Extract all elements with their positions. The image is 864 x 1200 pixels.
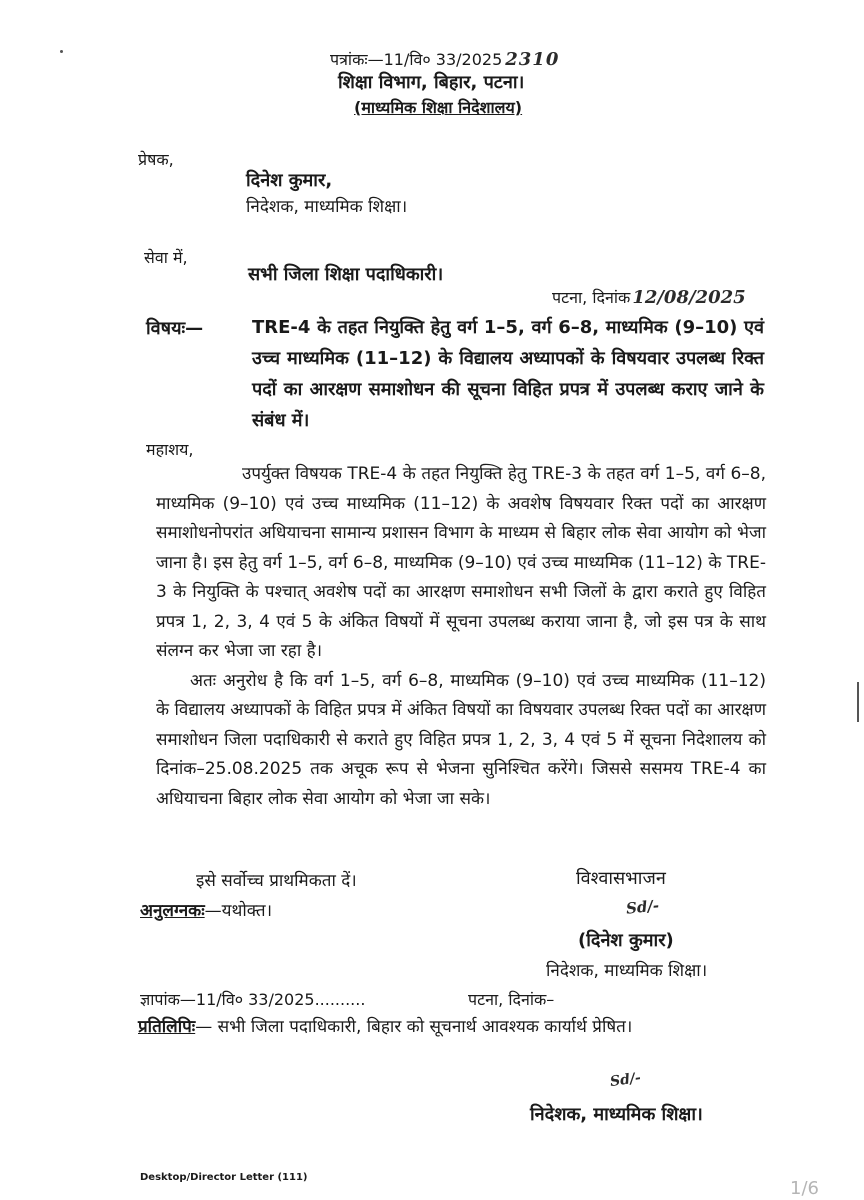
salutation: महाशय, — [146, 440, 194, 459]
enclosure-line — [140, 898, 272, 921]
priority-note: इसे सर्वोच्च प्राथमिकता दें। — [196, 871, 357, 891]
enclosure-text: —यथोक्त। — [204, 901, 273, 921]
memo-reference: ज्ञापांक—11/वि० 33/2025.......... — [140, 990, 366, 1009]
sender-name: दिनेश कुमार, — [246, 170, 333, 191]
recipient-name: सभी जिला शिक्षा पदाधिकारी। — [248, 264, 444, 285]
subject-text: TRE-4 के तहत नियुक्ति हेतु वर्ग 1–5, वर्ग 6–8, माध्यमिक (9–10) एवं उच्च माध्यमिक (11–12) के विद्यालय अध्यापकों के विषयवार उपलब्ध रिक्त पदों का आरक्षण समाशोधन की सूचना विहित प्रपत्र में उपलब्ध कराए जाने के संबंध में। — [252, 317, 764, 431]
memo-date: पटना, दिनांक– — [468, 990, 555, 1009]
sender-label: प्रेषक, — [138, 150, 174, 169]
body-paragraph-2: अतः अनुरोध है कि वर्ग 1–5, वर्ग 6–8, माध्यमिक (9–10) एवं उच्च माध्यमिक (11–12) के विद्यालय अध्यापकों के विहित प्रपत्र में अंकित विषयों का विषयवार उपलब्ध रिक्त पदों का आरक्षण समाशोधन जिला पदाधिकारी से कराते हुए विहित प्रपत्र 1, 2, 3, 4 एवं 5 में सूचना निदेशालय को दिनांक–25.08.2025 तक अचूक रूप से भेजना सुनिश्चित करेंगे। जिससे ससमय TRE-4 का अधियाचना बिहार लोक सेवा आयोग को भेजा जा सके। — [156, 670, 766, 809]
final-signature-mark: Sd/- — [609, 1069, 642, 1091]
body-paragraph-1: उपर्युक्त विषयक TRE-4 के तहत नियुक्ति हेतु TRE-3 के तहत वर्ग 1–5, वर्ग 6–8, माध्यमिक (9–10) एवं उच्च माध्यमिक (11–12) के अवशेष विषयवार रिक्त पदों का आरक्षण समाशोधनोपरांत अधियाचना सामान्य प्रशासन विभाग के माध्यम से बिहार लोक सेवा आयोग को भेजा जाना है। इस हेतु वर्ग 1–5, वर्ग 6–8, माध्यमिक (9–10) एवं उच्च माध्यमिक (11–12) के TRE-3 के नियुक्ति के पश्चात् अवशेष पदों का आरक्षण समाशोधन सभी जिलों के द्वारा कराते हुए विहित प्रपत्र 1, 2, 3, 4 एवं 5 के अंकित विषयों में सूचना उपलब्ध कराया जाना है, जो इस पत्र के साथ संलग्न कर भेजा जा रहा है। — [156, 464, 766, 661]
scan-edge-mark — [857, 682, 859, 722]
recipient-label: सेवा में, — [144, 248, 188, 267]
final-designation: निदेशक, माध्यमिक शिक्षा। — [530, 1104, 703, 1125]
reference-text: पत्रांकः—11/वि० 33/2025 — [330, 50, 503, 69]
copy-line — [138, 1014, 632, 1037]
date-prefix: पटना, दिनांक — [552, 288, 631, 307]
scan-dot-mark — [60, 50, 63, 53]
copy-label: प्रतिलिपिः — [138, 1017, 196, 1037]
sender-designation: निदेशक, माध्यमिक शिक्षा। — [246, 197, 408, 217]
reference-number — [330, 48, 559, 70]
letter-body — [156, 460, 766, 814]
reference-handwritten-number: 2310 — [505, 49, 560, 70]
enclosure-label: अनुलग्नकः — [140, 901, 205, 921]
directorate-title: (माध्यमिक शिक्षा निदेशालय) — [354, 98, 523, 117]
file-path-footer: Desktop/Director Letter (111) — [140, 1172, 308, 1183]
copy-text: — सभी जिला पदाधिकारी, बिहार को सूचनार्थ आवश्यक कार्यार्थ प्रेषित। — [195, 1017, 633, 1037]
department-title: शिक्षा विभाग, बिहार, पटना। — [338, 72, 525, 93]
signer-name: (दिनेश कुमार) — [578, 930, 674, 951]
letter-date — [552, 286, 746, 308]
subject-label: विषयः— — [146, 318, 204, 339]
closing-regards: विश्वासभाजन — [576, 868, 666, 889]
signer-designation: निदेशक, माध्यमिक शिक्षा। — [546, 961, 708, 981]
page-indicator: 1/6 — [790, 1178, 819, 1199]
date-handwritten: 12/08/2025 — [632, 287, 746, 308]
signature-mark: Sd/- — [625, 896, 660, 918]
